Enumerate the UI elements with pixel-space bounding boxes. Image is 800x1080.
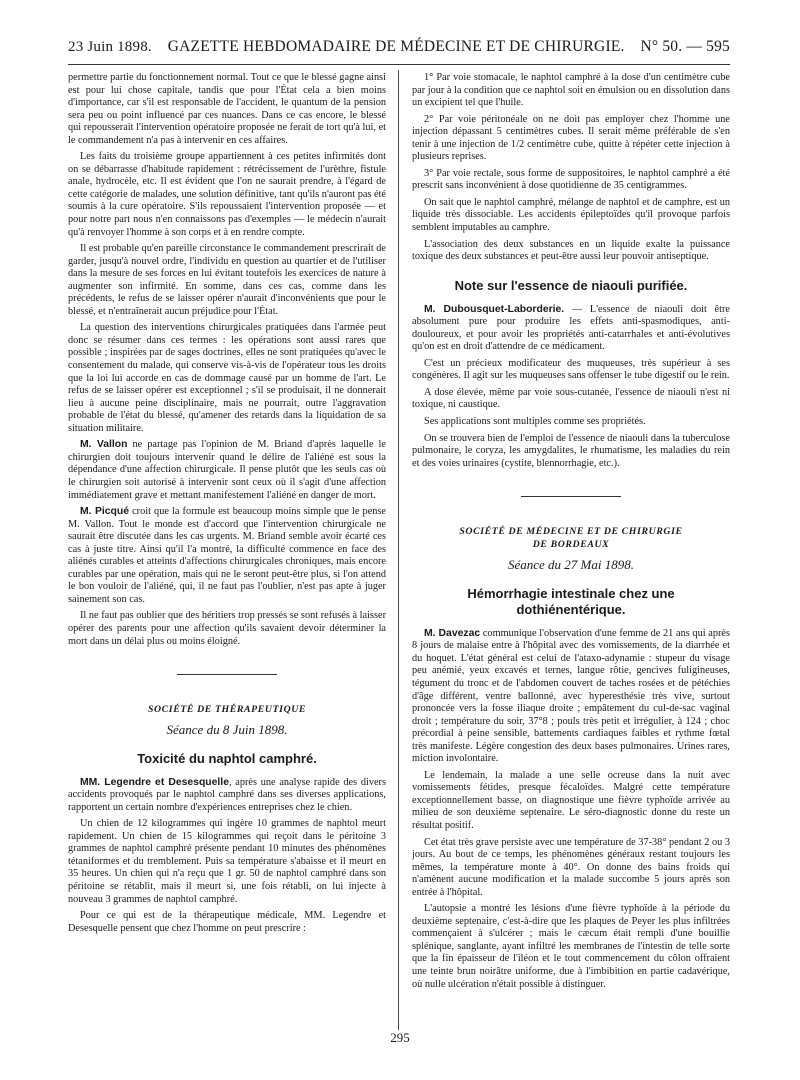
issue-date: 23 Juin 1898.	[68, 39, 152, 55]
paragraph-text: , après une analyse rapide des divers accidents provoqués par le naphtol camphré dans ses diverses applications, rapportent un certain nombre d'expériences entreprises chez le chien.	[68, 776, 386, 813]
article-title: Note sur l'essence de niaouli purifiée.	[454, 277, 688, 293]
paragraph: Un chien de 12 kilogrammes qui ingère 10 grammes de naphtol meurt rapidement. Un chien de 15 kilogrammes qui reçoit dans le péritoine 3 grammes de naphtol camphré présente pendant 10 minutes des phénomènes tétaniformes et du tremblement. Puis sa température s'abaisse et il meurt en 35 heures. Un chien qui n'a reçu que 1 gr. 50 de naphtol camphré dans son péritoine se rétablit, mais il meurt si, une fois rétabli, on lui injecte à nouveau 3 grammes de naphtol camphré.	[68, 818, 386, 905]
paragraph: A dose élevée, même par voie sous-cutanée, l'essence de niaouli n'est ni toxique, ni caustique.	[412, 386, 730, 411]
paragraph: Cet état très grave persiste avec une température de 37-38° pendant 2 ou 3 jours. Au bout de ce temps, les phénomènes généraux restant toujours les mêmes, la température monte à 40°. On donne des bains froids qui n'amènent aucune modification et la malade succombe 5 jours après son entrée à l'hôpital.	[412, 836, 730, 898]
paragraph: L'autopsie a montré les lésions d'une fièvre typhoïde à la période du deuxième septenaire, c'est-à-dire que les plaques de Peyer les plus infiltrées commençaient à s'ulcérer ; mais le cæcum était rempli d'une bouillie splénique, sanglante, ayant infiltré les membranes de l'intestin de telle sorte que la fin épaisseur de l'iléon et le tout commencement du côlon offraient une teinte brun noirâtre uniforme, due à l'imbibition en partie cadavérique, où nulle ulcération n'était possible à distinguer.	[412, 903, 730, 990]
speaker-name: M. Picqué	[80, 506, 130, 518]
paragraph: Il ne faut pas oublier que des héritiers trop pressés se sont refusés à laisser opérer des parents pour une affection qu'ils savaient devoir déterminer la mort dans un délai plus ou moins éloigné.	[68, 610, 386, 647]
speaker-name: M. Davezac	[424, 627, 481, 639]
society-heading: SOCIÉTÉ DE MÉDECINE ET DE CHIRURGIE	[459, 526, 683, 538]
paragraph-text: — L'essence de niaouli doit être absolument pure pour produire les effets anti-spasmodiques, anti-douloureux, et pour avoir les propriétés anti-catarrhales et anti-évolutives qu'on est en droit d'attendre de ce médicament.	[412, 303, 730, 353]
paragraph: permettre partie du fonctionnement normal. Tout ce que le blessé gagne ainsi est pour lui chose capitale, tandis que pour l'État cela a bien moins d'importance, car s'il est responsable de l'accident, le quantum de la pension sera peu ou point influencé par ces nuances. Dans ce cas encore, le blessé qui repousserait l'intervention opératoire proposée ne ferait de tort qu'à lui, et le commandement n'a pas à intervenir en ces affaires.	[68, 72, 386, 146]
paragraph: Il est probable qu'en pareille circonstance le commandement prescrirait de garder, jusqu'à nouvel ordre, l'individu en question au quartier et de l'utiliser dans la mesure de ses forces en lui évitant toutefois les exercices de nature à augmenter son infirmité. En somme, dans ces cas, comme dans les précédents, le refus de se laisser opérer n'aurait d'inconvénients que pour le blessé, et n'entraînerait aucun préjudice pour l'État.	[68, 243, 386, 317]
paragraph: Le lendemain, la malade a une selle ocreuse dans la nuit avec vomissements fétides, presque fécaloïdes. Malgré cette température exceptionnellement basse, on diagnostique une fièvre typhoïde arrivée au milieu de son deuxième septenaire. Le séro-diagnostic donne du reste un résultat positif.	[412, 769, 730, 831]
column-divider	[398, 70, 399, 1030]
paragraph: On sait que le naphtol camphré, mélange de naphtol et de camphre, est un liquide très dissociable. Les accidents épileptoïdes qu'il provoque parfois semblent imputables au camphre.	[412, 196, 730, 234]
paragraph: 1° Par voie stomacale, le naphtol camphré à la dose d'un centimètre cube par jour à la condition que ce naphtol soit en émulsion ou en dissolution dans un excipient tel que l'huile.	[412, 72, 731, 109]
article-title: Hémorrhagie intestinale chez une dothiénentérique.	[467, 585, 675, 617]
paragraph	[412, 628, 730, 766]
paragraph: On se trouvera bien de l'emploi de l'essence de niaouli dans la tuberculose pulmonaire, le coryza, les amygdalites, le rhumatisme, les maladies du rein et des voies urinaires (cystite, blennorrhagie, etc.).	[412, 432, 730, 469]
paragraph: 2° Par voie péritonéale on ne doit pas employer chez l'homme une injection dépassant 5 centimètres cubes. Il serait même préférable de s'en tenir à une injection de 1/2 centimètre cube, quitte à répéter cette injection à plusieurs reprises.	[412, 113, 730, 163]
speaker-name: MM. Legendre et Desesquelle	[80, 776, 229, 788]
paragraph	[68, 439, 386, 502]
society-heading: SOCIÉTÉ DE THÉRAPEUTIQUE	[147, 704, 307, 716]
session-date: Séance du 8 Juin 1898.	[166, 722, 288, 738]
issue-page-number: N° 50. — 595	[640, 38, 730, 55]
paragraph: C'est un précieux modificateur des muqueuses, très supérieur à ses congénères. Il agit sur les muqueuses sans offenser le tube digestif ou le rein.	[412, 357, 730, 382]
paragraph: Ses applications sont multiples comme ses propriétés.	[424, 416, 646, 428]
paragraph-text: communique l'observation d'une femme de 21 ans qui après 8 jours de malaise entre à l'hôpital avec des vomissements, de la diarrhée et du hoquet. L'état général est celui de l'ataxo-adynamie : stupeur du visage peu anémié, yeux excavés et ternes, langue rôtie, gencives fuligineuses, tégument du tronc et de l'abdomen couvert de taches rosées et de pétéchies d'âge différent, ventre ballonné, avec hyperesthésie très vive, surtout prononcée vers la fosse iliaque droite ; empâtement du cul-de-sac vaginal droit ; température du soir, 37°8 ; pouls très petit et irrégulier, à 124 ; choc précordial à peine sensible, battements cardiaques faibles et rythme fœtal très manifeste. Légère congestion des deux bases pulmonaires. Urines rares, miction involontaire.	[412, 627, 730, 765]
right-column	[412, 72, 730, 995]
paragraph: 3° Par voie rectale, sous forme de suppositoires, le naphtol camphré a été prescrit sans inconvénient à dose quotidienne de 35 centigrammes.	[412, 167, 730, 192]
paragraph: L'association des deux substances en un liquide exalte la puissance toxique des deux substances et peut-être aussi leur pouvoir antiseptique.	[412, 238, 730, 263]
section-separator	[521, 496, 621, 497]
section-separator	[177, 674, 277, 675]
journal-title: GAZETTE HEBDOMADAIRE DE MÉDECINE ET DE CHIRURGIE.	[167, 38, 625, 55]
left-column	[68, 72, 386, 939]
article-title: Toxicité du naphtol camphré.	[137, 750, 317, 766]
session-date: Séance du 27 Mai 1898.	[507, 557, 634, 573]
paragraph: Les faits du troisième groupe appartiennent à ces petites infirmités dont on se débarrasse d'habitude rapidement : rétrécissement de l'urèthre, fistule anale, hydrocèle, etc. Il est évident que l'on ne saurait prendre, à l'égard de cette catégorie de malades, une solution définitive, tant qu'ils n'auront pas été soumis à la cure opératoire. S'ils repoussaient l'intervention proposée — et pour notre part nous n'en connaissons pas d'exemples — le médecin n'aurait qu'à renvoyer l'homme à son corps et à en rendre compte.	[68, 151, 386, 238]
page-folio: 295	[390, 1030, 410, 1045]
paragraph	[412, 304, 730, 354]
paragraph-text: ne partage pas l'opinion de M. Briand d'après laquelle le chirurgien doit toujours intervenir quand le délire de l'aliéné est sous la dépendance d'une affection chirurgicale. Il pense plutôt que les seuls cas où le chirurgien soit autorisé à intervenir sont ceux où il s'agit d'une affection immédiatement grave et mettant manifestement l'aliéné en danger de mort.	[68, 439, 386, 501]
society-heading-line2: DE BORDEAUX	[532, 539, 610, 551]
paragraph: Pour ce qui est de la thérapeutique médicale, MM. Legendre et Desesquelle pensent que chez l'homme on peut prescrire :	[68, 910, 386, 934]
header-rule	[68, 64, 730, 65]
speaker-name: M. Vallon	[80, 439, 128, 451]
running-header	[68, 38, 730, 56]
paragraph: La question des interventions chirurgicales pratiquées dans l'armée peut donc se résumer dans ces termes : les opérations sont aussi rares que possible ; inspirées par de sages doctrines, elles ne sont pratiquées qu'avec le consentement du malade, qui conserve vis-à-vis de l'opérateur tous les droits que la loi lui accorde en cas de dommage causé par un homme de l'art. Le refus de se laisser opérer est exceptionnel ; s'il se produisait, il ne donnerait lieu à aucune peine disciplinaire, mais ne pourrait, outre l'aggravation probable de l'état du blessé, qu'amener des retards dans la liquidation de sa situation militaire.	[68, 322, 386, 434]
speaker-name: M. Dubousquet-Laborderie.	[424, 303, 565, 315]
paragraph	[68, 777, 386, 815]
paragraph	[68, 506, 386, 606]
paragraph-text: croit que la formule est beaucoup moins simple que le pense M. Vallon. Tout le monde est d'accord que l'intervention chirurgicale ne saurait être discutée dans les cas urgents. M. Briand semble avoir écarté ces cas à juste titre. Ainsi qu'il l'a montré, la difficulté commence en face des aliénés curables et atteints d'affections chirurgicales chroniques, mais encore curables par une opération, mais qui ne le seront peut-être plus, si l'on attend le bon vouloir de l'aliéné, qui, il ne faut pas l'oublier, n'est pas apte à juger sainement son cas.	[68, 506, 387, 605]
